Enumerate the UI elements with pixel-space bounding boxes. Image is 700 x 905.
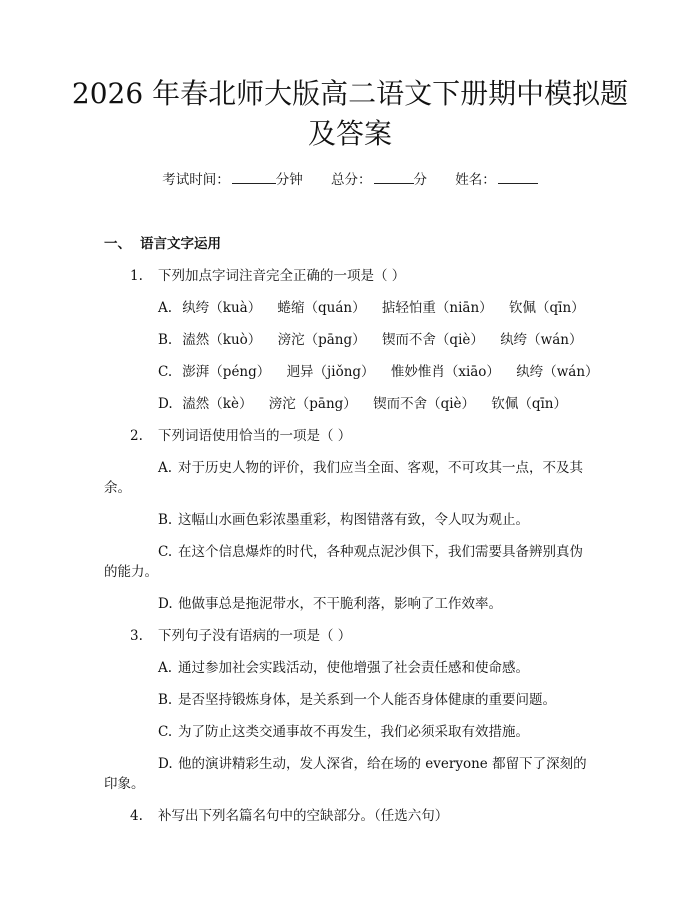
q1-option-a [158,296,585,316]
q3-option-d-continued: 印象。 [104,776,145,792]
name-blank [498,182,538,184]
question-number: 4. [130,808,143,824]
question-3 [130,624,351,644]
option-label: B. [158,512,173,528]
name-label: 姓名： [455,172,496,188]
option-part: 纨绔（wán） [516,364,599,380]
option-part: 纨绔（wán） [500,332,583,348]
option-part: 滂沱（pāng） [277,332,366,348]
option-label: A. [158,660,173,676]
option-text: 这幅山水画色彩浓墨重彩，构图错落有致，令人叹为观止。 [178,512,529,528]
q2-option-c [158,540,583,560]
time-blank [232,182,276,184]
option-part: 钦佩（qīn） [508,300,585,316]
q1-option-b [158,328,583,348]
question-2 [130,424,351,444]
score-unit: 分 [413,172,427,188]
option-part: 锲而不舍（qiè） [373,396,476,412]
section-title: 语言文字运用 [140,236,221,252]
q2-option-a [158,456,583,476]
title-line-1: 2026 年春北师大版高二语文下册期中模拟题 [71,77,629,110]
section-number: 一、 [104,236,131,252]
option-part: 掂轻怕重（niān） [381,300,493,316]
option-label: C. [158,544,173,560]
option-label: C. [158,364,173,380]
option-text: 通过参加社会实践活动，使他增强了社会责任感和使命感。 [178,660,529,676]
option-label: D. [158,756,173,772]
q2-option-b [158,508,529,528]
question-number: 1. [130,268,143,284]
q2-option-a-continued: 余。 [104,480,131,496]
score-field [331,172,431,188]
section-heading [104,232,221,252]
q3-option-c [158,720,529,740]
score-label: 总分： [331,172,372,188]
q3-option-d [158,752,587,772]
time-label: 考试时间： [162,172,230,188]
q1-option-d [158,392,567,412]
option-text: 是否坚持锻炼身体，是关系到一个人能否身体健康的重要问题。 [178,692,556,708]
exam-meta [0,168,700,188]
option-label: D. [158,396,173,412]
option-text: 他做事总是拖泥带水，不干脆利落，影响了工作效率。 [178,596,502,612]
option-part: 迥异（jiǒng） [286,364,375,380]
option-part: 钦佩（qīn） [491,396,567,412]
q3-option-a [158,656,529,676]
question-stem: 下列加点字词注音完全正确的一项是（ ） [158,268,406,284]
option-label: C. [158,724,173,740]
option-text: 他的演讲精彩生动，发人深省，给在场的 everyone 都留下了深刻的 [178,756,587,772]
question-number: 2. [130,428,143,444]
question-stem: 下列句子没有语病的一项是（ ） [158,628,352,644]
option-part: 澎湃（péng） [182,364,271,380]
title-line-2: 及答案 [307,117,392,150]
score-blank [374,182,414,184]
q1-option-c [158,360,599,380]
question-number: 3. [130,628,143,644]
option-part: 滂沱（pāng） [268,396,357,412]
option-label: A. [158,300,173,316]
option-part: 惟妙惟肖（xiāo） [390,364,500,380]
time-unit: 分钟 [275,172,303,188]
option-label: B. [158,692,173,708]
option-label: A. [158,460,173,476]
q2-option-d [158,592,502,612]
option-text: 在这个信息爆炸的时代，各种观点泥沙俱下，我们需要具备辨别真伪 [178,544,583,560]
option-text: 对于历史人物的评价，我们应当全面、客观，不可攻其一点，不及其 [178,460,583,476]
option-part: 溘然（kè） [182,396,253,412]
option-part: 纨绔（kuà） [182,300,262,316]
option-text: 为了防止这类交通事故不再发生，我们必须采取有效措施。 [178,724,529,740]
option-part: 溘然（kuò） [182,332,262,348]
option-label: D. [158,596,173,612]
question-1 [130,264,405,284]
q2-option-c-continued: 的能力。 [104,564,158,580]
option-part: 锲而不舍（qiè） [381,332,484,348]
question-stem: 补写出下列名篇名句中的空缺部分。（任选六句） [158,808,449,824]
q3-option-b [158,688,556,708]
question-stem: 下列词语使用恰当的一项是（ ） [158,428,352,444]
page-title [60,74,640,154]
option-part: 蜷缩（quán） [277,300,366,316]
name-field [455,172,538,188]
time-field [162,172,307,188]
option-label: B. [158,332,173,348]
question-4 [130,804,448,824]
